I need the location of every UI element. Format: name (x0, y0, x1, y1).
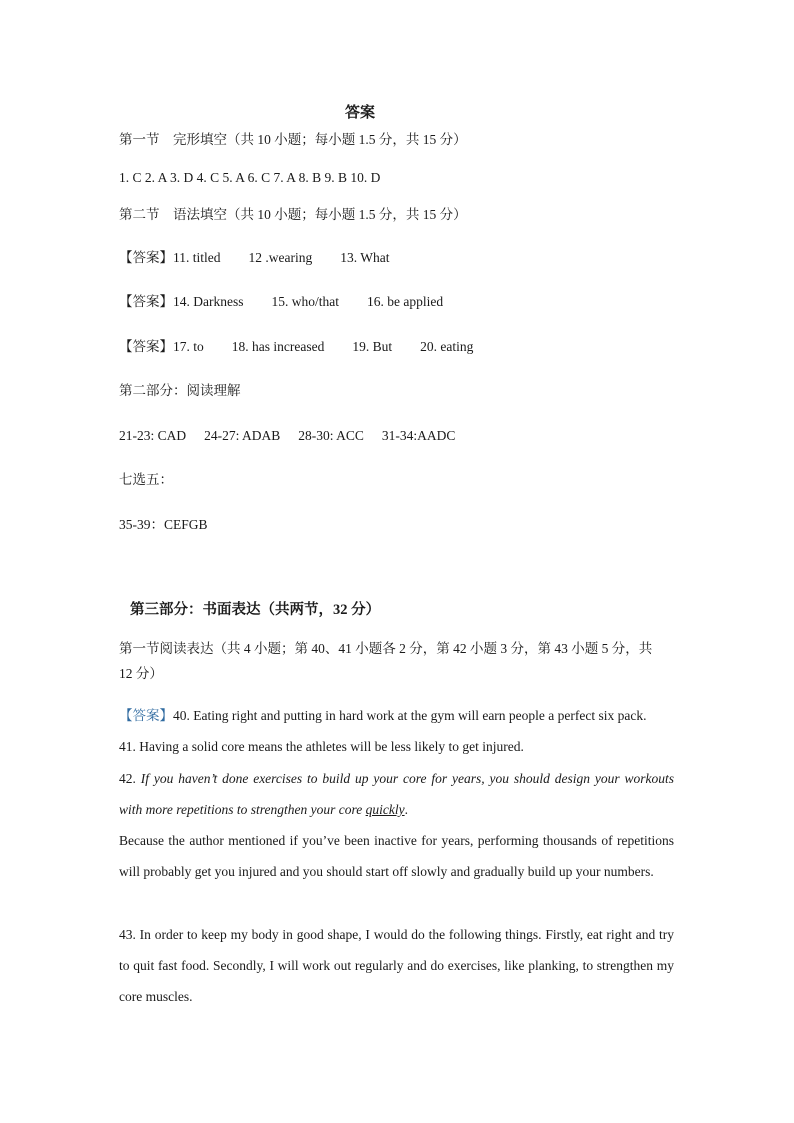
answer-42-italic: If you haven’t done exercises to build up your core for years, you should design your workouts with more repetitions to strengthen your core (119, 771, 674, 817)
answer-42-reason: Because the author mentioned if you’ve been inactive for years, performing thousands of repetitions will probably get you injured and you should start off slowly and gradually build up your numbers. (119, 833, 674, 879)
seven-choose-five-answers: 35-39：CEFGB (119, 517, 208, 532)
grammar-row-3 (119, 338, 473, 356)
grammar-answer: 16. be applied (367, 294, 444, 309)
answer-tag: 【答案】 (119, 250, 173, 265)
answer-40-text: 40. Eating right and putting in hard work at the gym will earn people a perfect six pack. (173, 708, 647, 723)
reading-answers (119, 427, 455, 445)
grammar-answer: 15. who/that (271, 294, 339, 309)
reading-answer-group: 28-30: ACC (298, 428, 364, 443)
seven-choose-five-heading: 七选五： (119, 472, 173, 487)
answer-tag-highlighted: 【答案】 (119, 708, 173, 723)
section1-answers: 1. C 2. A 3. D 4. C 5. A 6. C 7. A 8. B 9. B 10. D (119, 170, 381, 185)
grammar-row-1 (119, 249, 389, 267)
answer-41: 41. Having a solid core means the athletes will be less likely to get injured. (119, 739, 524, 754)
reading-answer-group: 21-23: CAD (119, 428, 187, 443)
section2-heading: 第二节 语法填空（共 10 小题；每小题 1.5 分，共 15 分） (119, 207, 467, 222)
reading-answer-group: 24-27: ADAB (204, 428, 281, 443)
grammar-answer: 11. titled (173, 250, 221, 265)
page-title: 答案 (344, 105, 375, 121)
grammar-answer: 13. What (340, 250, 390, 265)
grammar-answer: 12 .wearing (248, 250, 313, 265)
part3-subheading-line2: 12 分） (119, 666, 163, 681)
section1-heading: 第一节 完形填空（共 10 小题；每小题 1.5 分，共 15 分） (119, 132, 467, 147)
grammar-answer: 17. to (173, 339, 204, 354)
part3-heading: 第三部分：书面表达（共两节，32 分） (130, 602, 381, 618)
grammar-answer: 20. eating (420, 339, 474, 354)
grammar-answer: 19. But (352, 339, 393, 354)
answer-tag: 【答案】 (119, 339, 173, 354)
grammar-answer: 14. Darkness (173, 294, 244, 309)
answer-42-underlined: quickly (365, 802, 405, 817)
grammar-answer: 18. has increased (231, 339, 325, 354)
reading-answer-group: 31-34:AADC (381, 428, 456, 443)
answer-42-number: 42. (119, 771, 141, 786)
answer-42-period: . (404, 802, 408, 817)
answer-tag: 【答案】 (119, 294, 173, 309)
answer-40 (119, 707, 647, 725)
answer-43: 43. In order to keep my body in good shape, I would do the following things. Firstly, eat right and try to quit fast food. Secondly, I will work out regularly and do exercises, like planking, to strengthen my core muscles. (119, 927, 674, 1004)
grammar-row-2 (119, 293, 443, 311)
part3-subheading-line1: 第一节阅读表达（共 4 小题；第 40、41 小题各 2 分，第 42 小题 3 分，第 43 小题 5 分，共 (119, 641, 653, 656)
answer-42 (119, 763, 674, 825)
part2-heading: 第二部分：阅读理解 (119, 383, 241, 398)
